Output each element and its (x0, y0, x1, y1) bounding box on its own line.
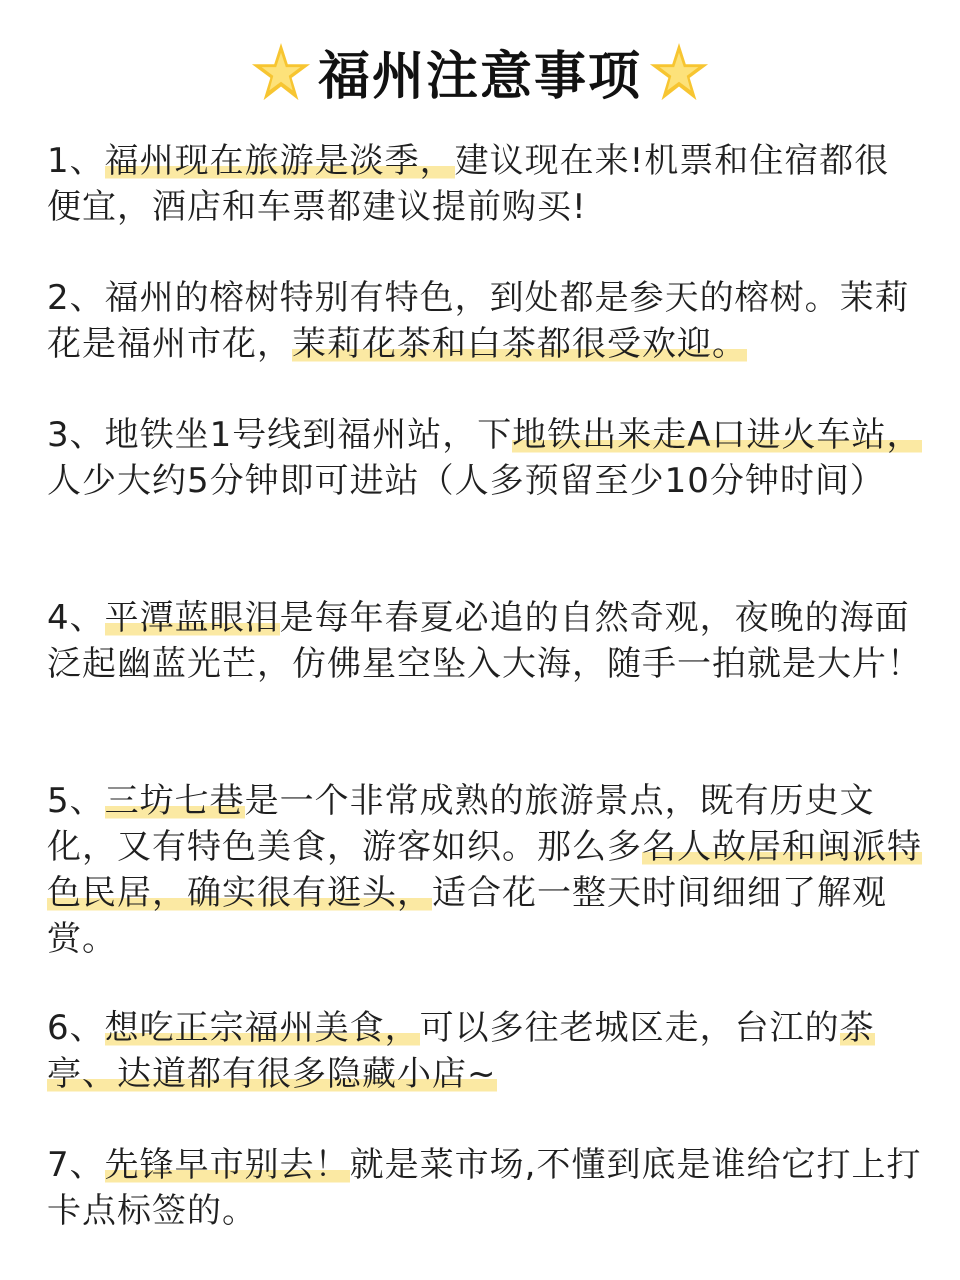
item-text: 适合花一整天时间细细了解观赏。 (47, 873, 887, 959)
highlighted-text: 名人故居和闽派特色民居，确实很有逛头， (47, 827, 922, 913)
highlighted-text: 想吃正宗福州美食， (104, 1008, 420, 1048)
page-title: 福州注意事项 (317, 47, 642, 107)
list-item (47, 595, 922, 687)
highlighted-text: 茉莉花茶和白茶都很受欢迎。 (292, 324, 747, 364)
item-number: 5、 (47, 781, 105, 821)
star-icon (648, 41, 710, 103)
item-number: 3、 (47, 415, 105, 455)
item-number: 6、 (47, 1008, 105, 1048)
item-text: 是每年春夏必追的自然奇观，夜晚的海面泛起幽蓝光芒，仿佛星空坠入大海，随手一拍就是大片！ (47, 598, 922, 684)
item-number: 4、 (47, 598, 105, 638)
list-item (47, 1142, 922, 1234)
list-item (47, 275, 922, 367)
highlighted-text: 茶亭、达道都有很多隐藏小店~ (47, 1008, 875, 1094)
item-text: 人少大约5分钟即可进站（人多预留至少10分钟时间） (47, 461, 885, 501)
list-item (47, 1005, 922, 1097)
item-text: 建议现在来!机票和住宿都很便宜，酒店和车票都建议提前购买! (47, 141, 890, 227)
item-text: 是一个非常成熟的旅游景点，既有历史文化，又有特色美食，游客如织。那么多 (47, 781, 875, 867)
item-text: 福州的榕树特别有特色，到处都是参天的榕树。茉莉花是福州市花， (47, 278, 910, 364)
list-item (47, 412, 922, 504)
item-number: 7、 (47, 1145, 105, 1185)
highlighted-text: 地铁出来走A口进火车站， (512, 415, 922, 455)
list-item (47, 778, 922, 962)
item-text: 就是菜市场,不懂到底是谁给它打上打卡点标签的。 (47, 1145, 922, 1231)
list-item (47, 138, 922, 230)
highlighted-text: 先锋早市别去！ (104, 1145, 350, 1185)
item-number: 2、 (47, 278, 105, 318)
star-icon (250, 41, 312, 103)
item-number: 1、 (47, 141, 105, 181)
title-row (0, 34, 960, 109)
highlighted-text: 三坊七巷 (104, 781, 245, 821)
item-text: 可以多往老城区走，台江的 (419, 1008, 840, 1048)
highlighted-text: 平潭蓝眼泪 (104, 598, 280, 638)
highlighted-text: 福州现在旅游是淡季， (104, 141, 455, 181)
item-text: 地铁坐1号线到福州站，下 (104, 415, 513, 455)
